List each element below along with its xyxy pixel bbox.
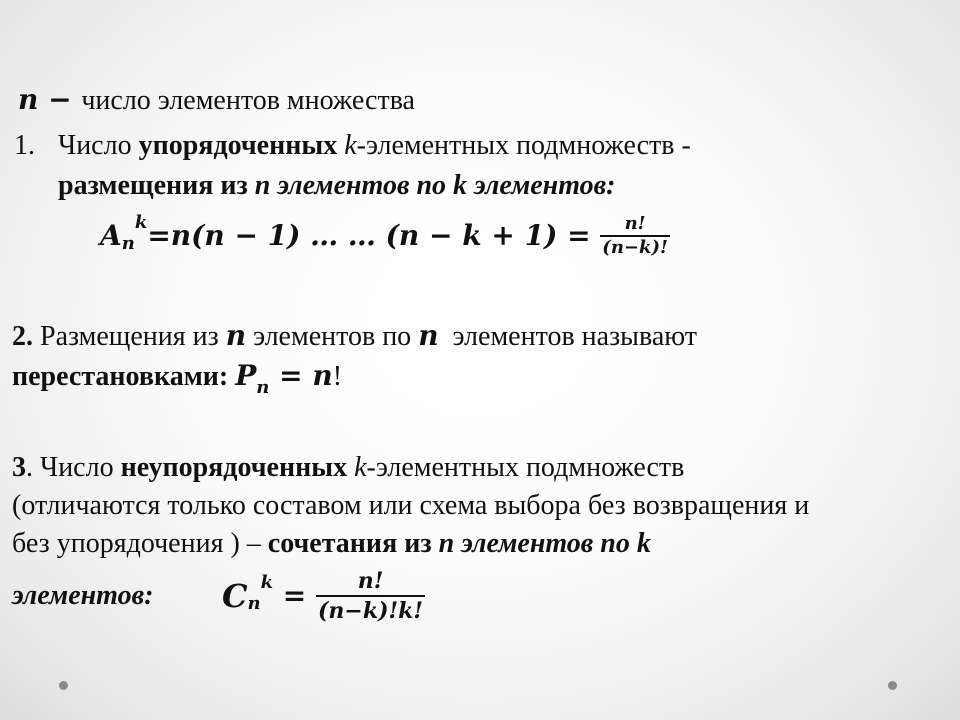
formula-A: A bbox=[100, 219, 122, 252]
intro-text: число элементов множества bbox=[81, 85, 415, 116]
formula-A-sub: n bbox=[121, 233, 135, 254]
item3-combinations: сочетания из bbox=[267, 528, 439, 559]
intro-variable: n bbox=[18, 83, 39, 116]
item1-text-a: Число bbox=[58, 130, 139, 161]
formula-A-sup: k bbox=[134, 212, 148, 233]
formula-C-eq: = bbox=[273, 579, 317, 612]
item1-text-d: -элементных подмножеств - bbox=[356, 130, 691, 161]
item2-text-b: элементов по bbox=[246, 321, 419, 352]
item2-line2 bbox=[12, 360, 342, 396]
intro-line bbox=[18, 84, 415, 117]
slide-dot-left bbox=[59, 681, 68, 690]
item1-line1 bbox=[58, 130, 691, 162]
item2-n1: n bbox=[225, 319, 247, 352]
item1-line2 bbox=[58, 170, 615, 202]
item1-of-n-by-k: n элементов по k элементов: bbox=[254, 170, 616, 201]
item3-k: k bbox=[354, 452, 367, 483]
item2-line1 bbox=[12, 320, 697, 353]
item3-formula bbox=[222, 560, 425, 632]
formula-A-body: n(n − 1) … … (n − k + 1) = bbox=[170, 219, 601, 252]
formula-P-n: n bbox=[312, 359, 333, 392]
item3-unordered: неупорядоченных bbox=[120, 452, 348, 483]
formula-P-bang: ! bbox=[332, 361, 343, 392]
item2-n2: n bbox=[418, 319, 439, 352]
item1-placements: размещения из bbox=[58, 170, 255, 201]
formula-P: P bbox=[235, 359, 257, 392]
formula-A-fraction bbox=[600, 213, 670, 259]
formula-C: C bbox=[222, 577, 248, 615]
item3-text-a: . Число bbox=[26, 452, 121, 483]
item3-number: 3 bbox=[12, 452, 26, 483]
formula-C-fraction bbox=[316, 567, 425, 625]
item3-line3 bbox=[12, 528, 651, 560]
item3-text-e: без упорядочения ) – bbox=[12, 528, 268, 559]
item2-text-c: элементов называют bbox=[438, 321, 698, 352]
intro-dash: − bbox=[38, 83, 82, 116]
formula-C-sup: k bbox=[260, 572, 274, 593]
item1-ordered: упорядоченных bbox=[138, 130, 338, 161]
formula-A-denominator: (n−k)! bbox=[602, 237, 668, 258]
item3-line4: элементов: bbox=[12, 580, 154, 611]
item3-text-d: -элементных подмножеств bbox=[366, 452, 685, 483]
item1-k: k bbox=[344, 130, 357, 161]
item2-text-a: Размещения из bbox=[33, 321, 226, 352]
item3-line2: (отличаются только составом или схема выбора без возвращения и bbox=[12, 490, 810, 521]
item2-number: 2. bbox=[12, 321, 33, 352]
slide-dot-right bbox=[888, 681, 897, 690]
formula-P-eq: = bbox=[269, 359, 313, 392]
item1-formula bbox=[100, 204, 670, 268]
formula-C-numerator: n! bbox=[357, 568, 384, 594]
formula-A-numerator: n! bbox=[624, 213, 646, 234]
formula-P-sub: n bbox=[256, 377, 270, 398]
item2-permutations: перестановками: bbox=[12, 361, 236, 392]
item1-number: 1. bbox=[14, 130, 35, 161]
item3-of-n-by-k: n элементов по k bbox=[438, 528, 651, 559]
formula-C-sub: n bbox=[247, 593, 261, 614]
formula-A-eq: = bbox=[147, 219, 171, 252]
item3-line1 bbox=[12, 452, 684, 484]
formula-C-denominator: (n−k)!k! bbox=[316, 595, 425, 625]
